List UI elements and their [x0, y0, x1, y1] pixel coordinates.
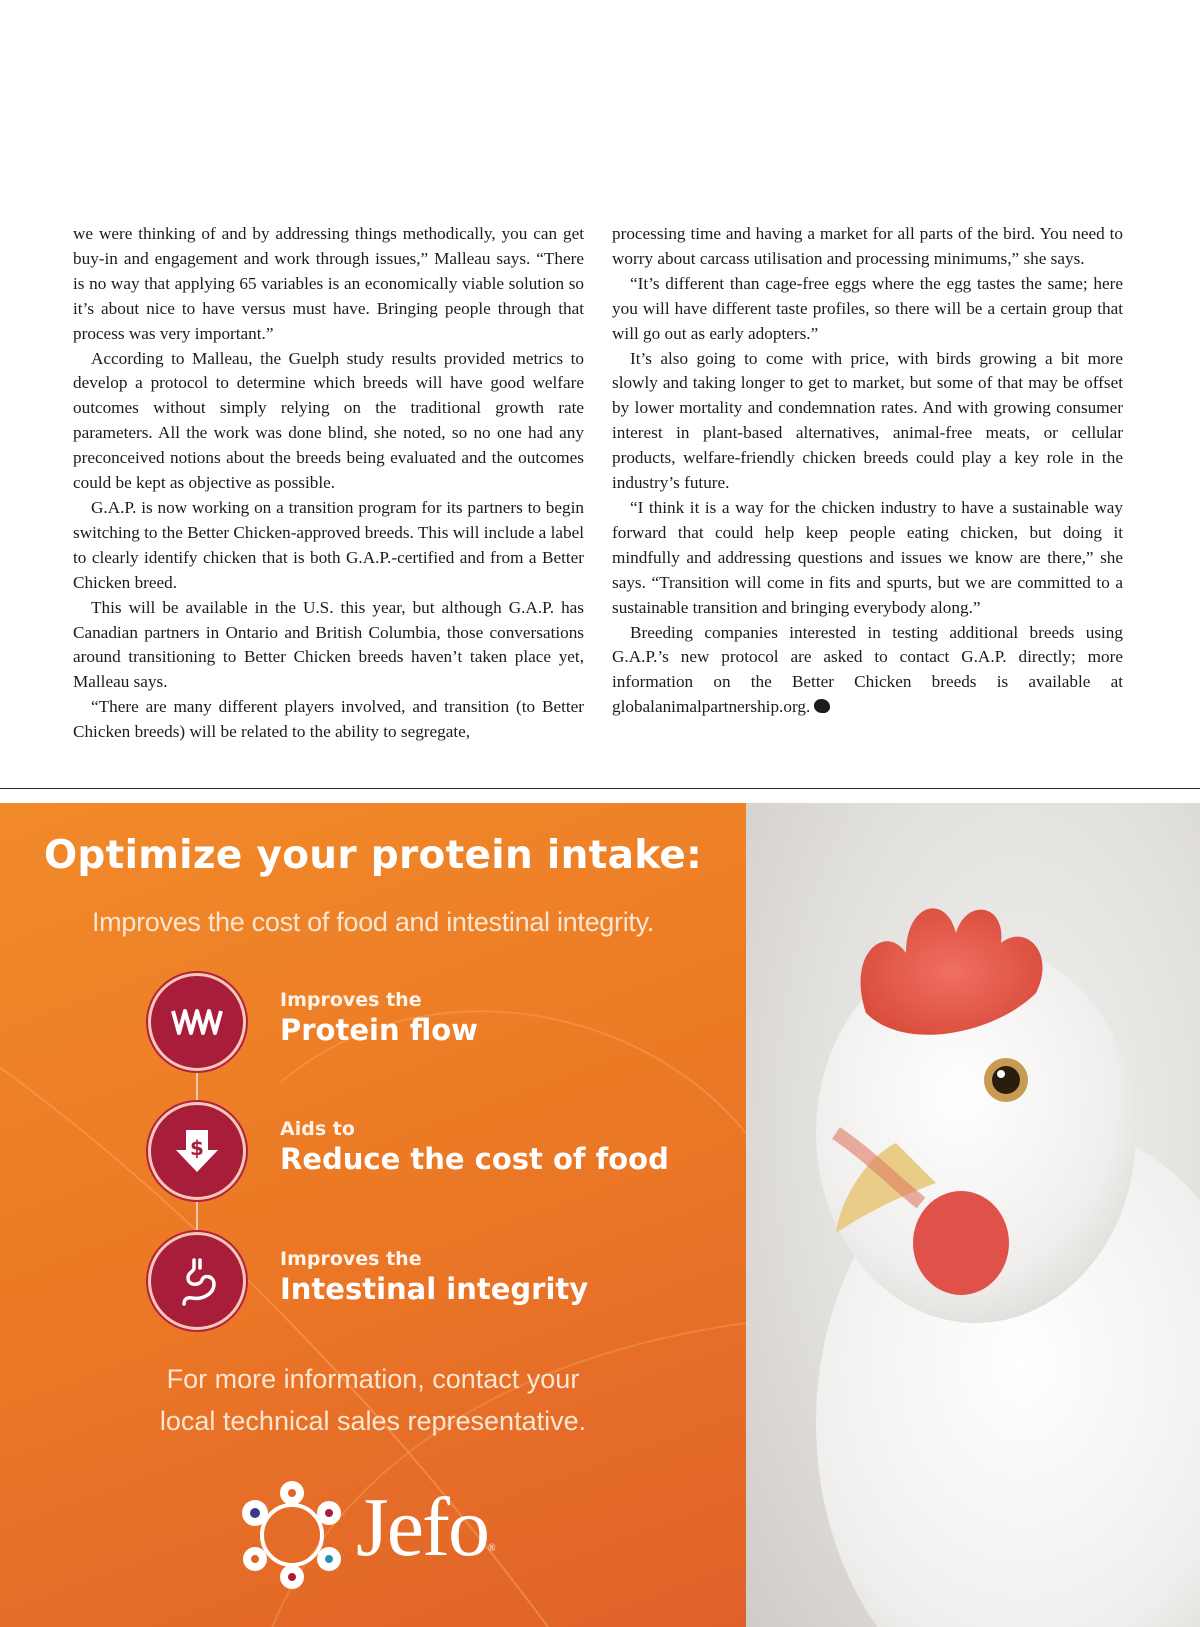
section-divider: [0, 788, 1200, 789]
paragraph: According to Malleau, the Guelph study results provided metrics to develop a protocol to determine which breeds will have good welfare outcomes without simply relying on the traditional growth rate parameters. All the work was done blind, she noted, so no one had any preconceived notions about the breeds being evaluated and the outcomes could be kept as objective as possible.: [73, 348, 584, 493]
trademark-icon: ®: [487, 1543, 496, 1554]
paragraph-last-text: Breeding companies interested in testing additional breeds using G.A.P.’s new protocol are asked to contact G.A.P. directly; more information on the Better Chicken breeds is available at globalanimalpartnership.org.: [612, 622, 1123, 717]
dollar-down-icon: [148, 1102, 246, 1200]
article-column-left: [73, 222, 584, 745]
wave-protein-icon: [148, 973, 246, 1071]
paragraph: “It’s different than cage-free eggs where the egg tastes the same; here you will have different taste profiles, so there will be a certain group that will go out as early adopters.”: [612, 273, 1123, 343]
stomach-icon: [148, 1232, 246, 1330]
benefit-big-label: Protein flow: [280, 1013, 478, 1047]
advertisement[interactable]: [0, 803, 1200, 1627]
benefit-reduce-cost: [148, 1102, 708, 1202]
paragraph: This will be available in the U.S. this year, but although G.A.P. has Canadian partners in Ontario and British Columbia, those conversations around transitioning to Better Chicken breeds haven’t taken place yet, Malleau says.: [73, 597, 584, 692]
paragraph: we were thinking of and by addressing things methodically, you can get buy-in and engagement and work through issues,” Malleau says. “There is no way that applying 65 variables is an economically viable solution so it’s about nice to have versus must have. Bringing people through that process was very important.”: [73, 224, 584, 343]
benefit-big-label: Reduce the cost of food: [280, 1142, 669, 1176]
contact-line: local technical sales representative.: [159, 1406, 587, 1436]
paragraph-last: [612, 621, 1123, 721]
paragraph: “There are many different players involved, and transition (to Better Chicken breeds) will be related to the ability to segregate,: [73, 697, 584, 742]
jefo-animals-icon: [232, 1473, 352, 1593]
benefit-big-label: Intestinal integrity: [280, 1272, 589, 1306]
paragraph: G.A.P. is now working on a transition program for its partners to begin switching to the Better Chicken-approved breeds. This will include a label to clearly identify chicken that is both G.A.P.-certified and from a Better Chicken breed.: [73, 497, 584, 592]
end-of-article-icon: [814, 699, 830, 713]
svg-text:$: $: [190, 1136, 204, 1160]
contact-line: For more information, contact your: [166, 1364, 580, 1394]
paragraph: “I think it is a way for the chicken industry to have a sustainable way forward that could help keep people eating chicken, but doing it mindfully and addressing questions and issues we know are there,” she says. “Transition will come in fits and spurts, but we are committed to a sustainable transition and bringing everybody along.”: [612, 497, 1123, 617]
paragraph: It’s also going to come with price, with birds growing a bit more slowly and taking longer to get to market, but some of that may be offset by lower mortality and condemnation rates. And with growing consumer interest in plant-based alternatives, animal-free meats, or cellular products, welfare-friendly chicken breeds could play a key role in the industry’s future.: [612, 348, 1123, 493]
benefit-protein-flow: [148, 973, 708, 1073]
benefit-small-label: Improves the: [280, 989, 422, 1011]
article-column-right: [612, 222, 1123, 745]
ad-orange-panel: [0, 803, 746, 1627]
paragraph: processing time and having a market for all parts of the bird. You need to worry about carcass utilisation and processing minimums,” she says.: [612, 224, 1123, 268]
ad-subtitle: Improves the cost of food and intestinal integrity.: [91, 907, 654, 937]
benefit-small-label: Improves the: [280, 1248, 422, 1270]
ad-title: Optimize your protein intake:: [43, 833, 703, 878]
ad-contact-text: [0, 1358, 746, 1442]
chicken-illustration: [746, 803, 1200, 1627]
chicken-photo: [746, 803, 1200, 1627]
jefo-logo[interactable]: [232, 1473, 532, 1593]
article-body: [73, 222, 1123, 745]
benefit-intestinal-integrity: [148, 1232, 708, 1332]
jefo-wordmark: [356, 1479, 496, 1576]
brand-name: Jefo: [356, 1481, 488, 1574]
benefit-small-label: Aids to: [280, 1118, 355, 1140]
